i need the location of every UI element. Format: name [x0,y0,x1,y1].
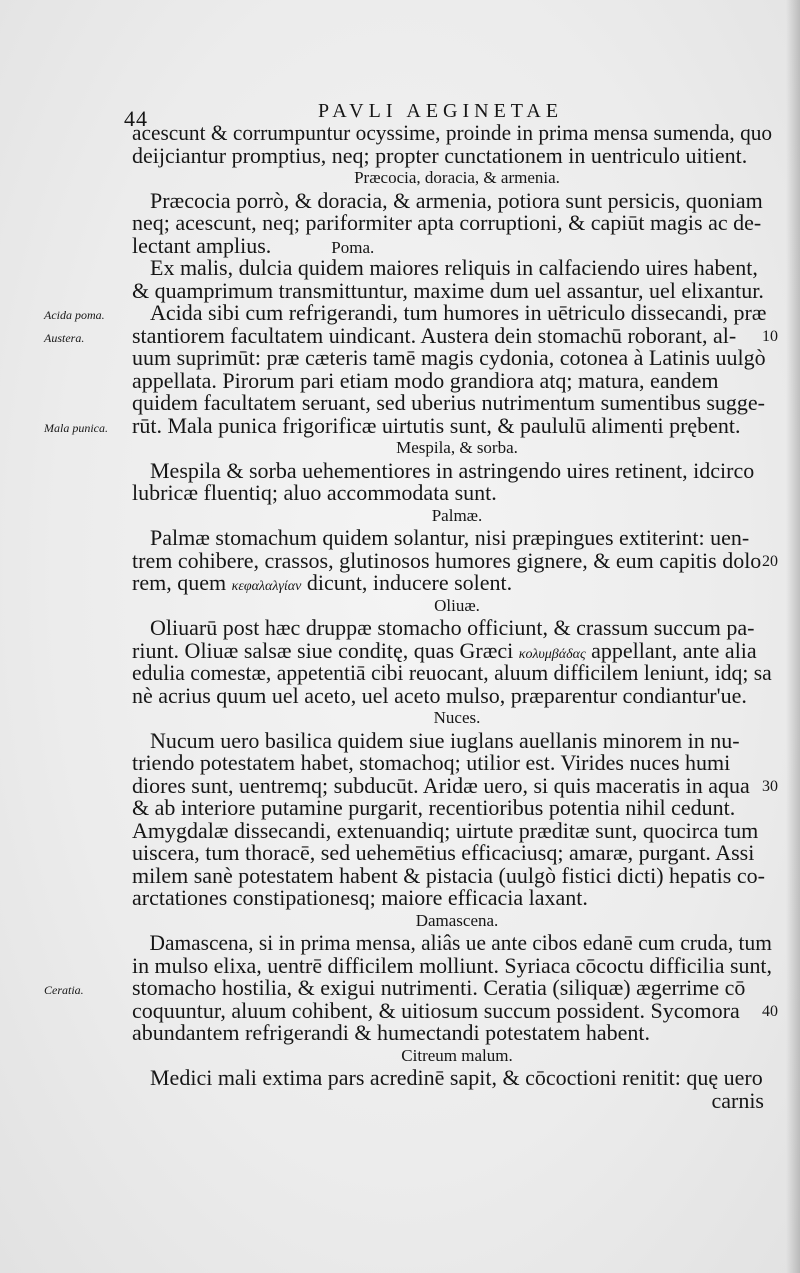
text-line [132,617,772,640]
text-line [132,660,772,685]
text-line [132,187,772,213]
line-text: appellata. Pirorum pari etiam modo grandiora atq; matura, eandem [132,367,719,393]
line-text: Mespila, & sorba. [396,438,518,457]
text-line [132,952,772,978]
text-line [132,457,772,483]
text-line [132,930,772,955]
text-line [132,120,773,145]
greek-term: κεφαλαλγίαν [231,579,302,594]
page-gutter-shadow [786,0,800,1273]
text-line [132,817,772,843]
text-line [132,682,772,708]
line-text: nè acrius quum uel aceto, uel aceto mulso, præparentur condiantur'ue. [132,682,747,708]
line-text: Mespila & sorba uehementiores in astringendo uires retinent, idcirco [150,457,755,483]
line-text-continued: dicunt, inducere solent. [301,570,513,595]
margin-note: Acida poma. [44,308,105,322]
text-line [132,257,772,280]
line-text: Præcocia, doracia, & armenia. [354,168,560,187]
margin-note: Mala punica. [44,420,108,435]
line-text-continued: appellant, ante alia [585,637,757,663]
catchword [132,1087,772,1113]
line-text: trem cohibere, crassos, glutinosos humores gignere, & eum capitis dolo [132,547,762,573]
text-line [132,347,772,370]
line-text: rūt. Mala punica frigorificæ uirtutis sunt, & paululū alimenti prębent. [132,412,741,438]
section-heading-inline: Poma. [331,237,375,257]
line-text: triendo potestatem habet, stomachoq; utilior est. Virides nuces humi [132,750,731,775]
line-text: Nuces. [433,708,481,727]
line-text: Medici mali extima pars acredinē sapit, & cōcoctioni renitit: quę uero [150,1065,763,1090]
section-heading [132,910,772,933]
line-number: 30 [762,777,778,795]
text-line [132,482,772,505]
line-text: Ex malis, dulcia quidem maiores reliquis in calfaciendo uires habent, [150,255,758,280]
text-line [132,232,772,258]
line-text: neq; acescunt, neq; pariformiter apta corruptioni, & capiūt magis ac de- [132,210,762,235]
line-text: arctationes constipationesq; maiore efficacia laxant. [132,885,588,910]
line-text: Acida sibi cum refrigerandi, tum humores in uētriculo dissecandi, præ [150,300,767,325]
section-heading [132,1045,772,1068]
body-text [132,122,772,1112]
line-text: lubricæ fluentiq; aluo accommodata sunt. [132,480,497,505]
line-text: deijciantur promptius, neq; propter cunctationem in uentriculo uitient. [132,142,748,168]
line-text: coquuntur, aluum cohibent, & uitiosum succum possident. Sycomora [132,997,740,1023]
text-line [132,997,772,1023]
page-number: 44 [124,106,148,131]
text-line [132,392,772,415]
text-line [132,277,772,303]
line-text: edulia comestæ, appetentiā cibi reuocant, aluum difficilem leniunt, idq; sa [132,660,772,685]
line-text: & ab interiore putamine purgarit, recentioribus potentia nihil cedunt. [132,795,736,820]
line-text: & quamprimum transmittuntur, maxime dum uel assantur, uel elixantur. [132,277,764,303]
text-line [132,527,772,550]
text-line [132,212,772,235]
line-text: lectant amplius. [132,232,272,258]
line-text: rem, quem [132,570,227,595]
text-line [132,412,772,438]
section-heading [132,505,772,528]
line-text: milem sanè potestatem habent & pistacia (uulgò fistici dicti) hepatis co- [132,862,765,888]
line-text: uiscera, tum thoracē, sed uehemētius efficaciusq; amaræ, purgant. Assi [132,840,755,865]
section-heading [132,595,772,618]
line-text: Citreum malum. [401,1045,513,1065]
text-line [132,1067,772,1090]
line-text: Amygdalæ dissecandi, extenuandiq; uirtute præditæ sunt, quocirca tum [132,817,759,843]
text-line [132,322,772,348]
line-text: riunt. Oliuæ salsæ siue conditę, quas Græci [132,637,514,663]
line-number: 20 [762,552,778,570]
line-text: Nucum uero basilica quidem siue iuglans auellanis minorem in nu- [150,727,740,753]
text-line [132,842,772,865]
line-text: Oliuarū post hæc druppæ stomacho officiunt, & crassum succum pa- [150,615,755,640]
text-line [132,752,772,775]
line-text: Palmæ stomachum quidem solantur, nisi præpingues extiterint: uen- [150,525,750,550]
section-heading [132,437,772,460]
line-text: Damascena, si in prima mensa, aliâs ue ante cibos edanē cum cruda, tum [149,930,772,955]
line-text: Præcocia porrò, & doracia, & armenia, potiora sunt persicis, quoniam [150,187,763,213]
text-line [132,977,772,1000]
line-text: Oliuæ. [434,595,480,615]
line-number: 40 [762,1002,778,1020]
text-line [132,1022,772,1045]
line-number: 10 [762,327,778,345]
line-text: carnis [711,1087,764,1113]
running-head: PAVLI AEGINETAE [318,100,564,122]
line-text: in mulso elixa, uentrē difficilem molliunt. Syriaca cōcoctu difficilia sunt, [132,952,772,978]
margin-note: Austera. [44,330,85,345]
margin-note: Ceratia. [44,983,84,997]
section-heading [132,707,772,730]
text-line [132,572,772,595]
section-heading [132,167,772,190]
line-text: Damascena. [415,910,499,930]
text-line [132,547,772,573]
text-line [132,727,772,753]
text-line [132,142,772,168]
text-line [132,862,772,888]
text-line [132,302,772,325]
text-line [132,887,772,910]
line-text: diores sunt, uentremq; subducūt. Aridæ uero, si quis maceratis in aqua [132,772,750,798]
line-text: stomacho hostilia, & exigui nutrimenti. Ceratia (siliquæ) ægerrime cō [132,975,746,1000]
line-text: uum suprimūt: præ cæteris tamē magis cydonia, cotonea à Latinis uulgò [132,345,766,370]
greek-term: κολυμβάδας [518,646,586,662]
text-line [132,797,772,820]
line-text: abundantem refrigerandi & humectandi potestatem habent. [132,1020,651,1045]
line-text: quidem facultatem seruant, sed uberius nutrimentum sumentibus sugge- [132,390,765,415]
line-text: Palmæ. [431,505,483,525]
text-line [132,772,772,798]
line-text: stantiorem facultatem uindicant. Austera dein stomachū roborant, al- [132,322,737,348]
line-text: acescunt & corrumpuntur ocyssime, proinde in prima mensa sumenda, quo [132,120,773,145]
text-line [132,637,772,663]
text-line [132,367,772,393]
